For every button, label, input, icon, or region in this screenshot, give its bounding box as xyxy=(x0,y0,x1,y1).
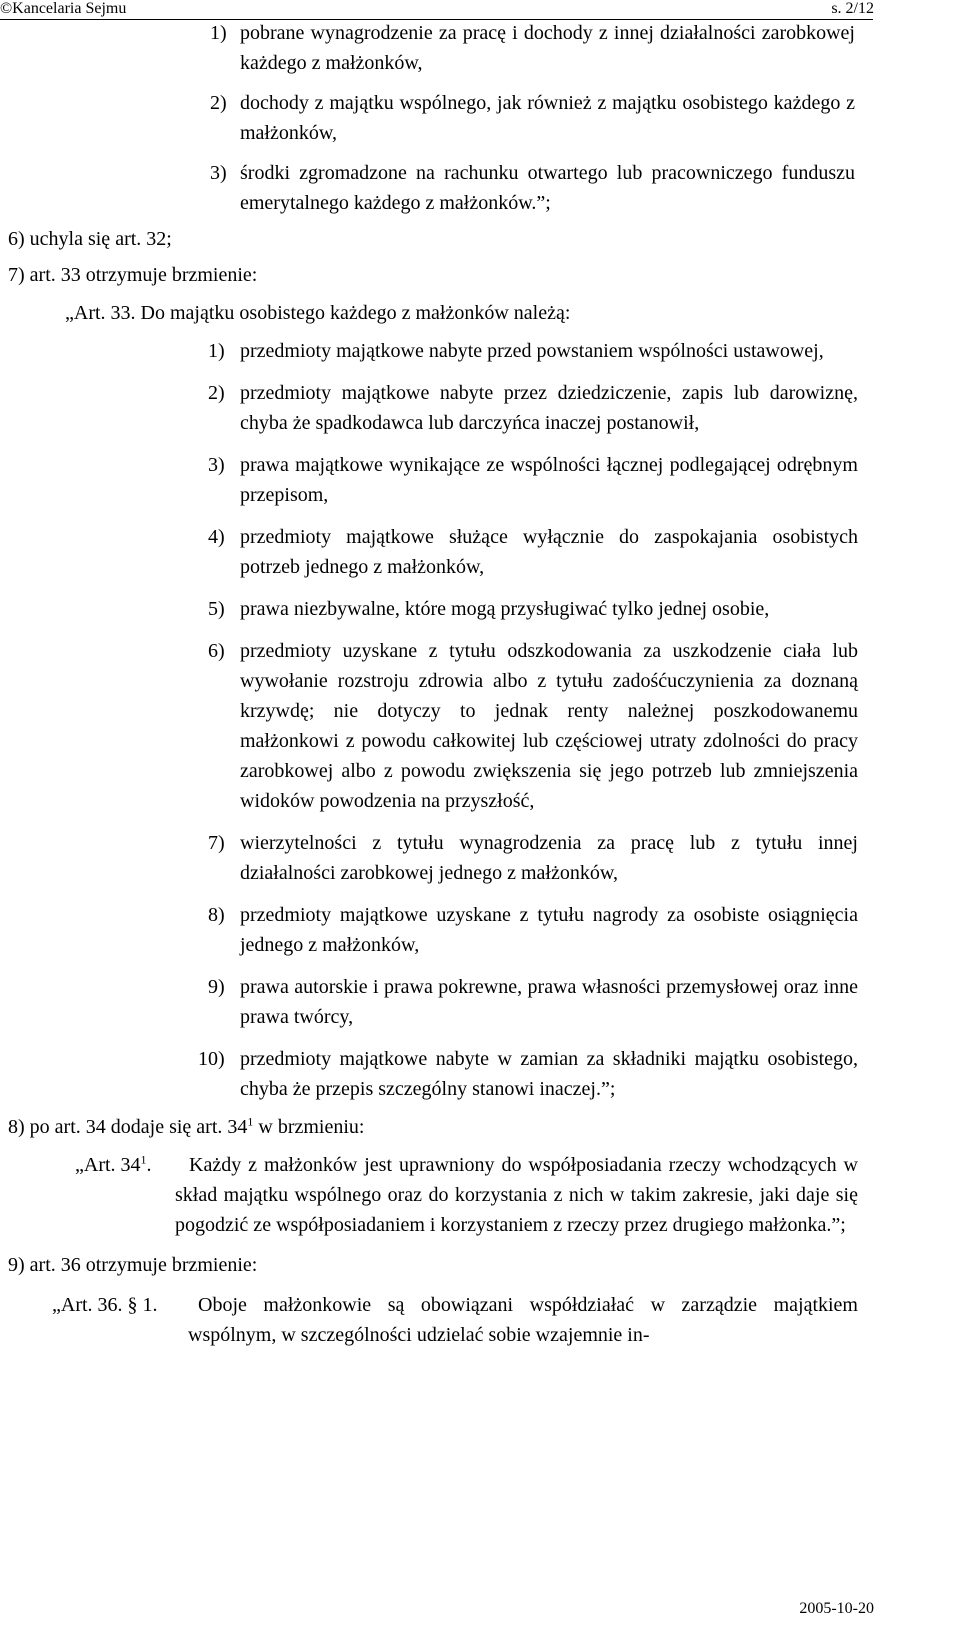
list-text: prawa autorskie i prawa pokrewne, prawa własności przemysłowej oraz inne prawa twórcy, xyxy=(240,976,858,1028)
footer-date: 2005-10-20 xyxy=(799,1600,874,1617)
list-text: przedmioty majątkowe uzyskane z tytułu nagrody za osobiste osiągnięcia jednego z małżonków, xyxy=(240,904,858,956)
header-left: ©Kancelaria Sejmu xyxy=(0,0,127,17)
art33-item xyxy=(208,450,858,510)
list-number: 7) xyxy=(208,832,225,854)
point-8-superscript: 1 xyxy=(247,1114,254,1129)
art36-label: „Art. 36. § 1. xyxy=(52,1294,158,1316)
list-text: przedmioty majątkowe nabyte w zamian za składniki majątku osobistego, chyba że przepis szczególny stanowi inaczej.”; xyxy=(240,1048,858,1100)
list-number: 1) xyxy=(208,340,225,362)
art34-1-label-text: „Art. 34 xyxy=(75,1154,141,1176)
list-text: prawa majątkowe wynikające ze wspólności łącznej podlegającej odrębnym przepisom, xyxy=(240,454,858,506)
document-body xyxy=(0,18,960,1350)
list1-item xyxy=(210,88,855,148)
list-number: 2) xyxy=(208,382,225,404)
list-number: 1) xyxy=(210,22,227,44)
list-text: wierzytelności z tytułu wynagrodzenia za pracę lub z tytułu innej działalności zarobkowej jednego z małżonków, xyxy=(240,832,858,884)
list-text: środki zgromadzone na rachunku otwartego lub pracowniczego funduszu emerytalnego każdego z małżonków.”; xyxy=(240,162,855,214)
list-number: 6) xyxy=(208,640,225,662)
list-number: 3) xyxy=(210,162,227,184)
list-text: dochody z majątku wspólnego, jak również z majątku osobistego każdego z małżonków, xyxy=(240,92,855,144)
list-number: 8) xyxy=(208,904,225,926)
art34-1-label-superscript: 1 xyxy=(140,1152,147,1167)
point-7: 7) art. 33 otrzymuje brzmienie: xyxy=(8,264,258,286)
art33-item xyxy=(208,594,858,624)
art33-item xyxy=(208,336,858,366)
list-text: przedmioty uzyskane z tytułu odszkodowania za uszkodzenie ciała lub wywołanie rozstroju zdrowia albo z tytułu zadośćuczynienia za doznaną krzywdę; nie dotyczy to jednak renty należnej poszkodowanemu małżonkowi z powodu całkowitej lub częściowej utraty zdolności do pracy zarobkowej albo z powodu zwiększenia się jego potrzeb lub zmniejszenia widoków powodzenia na przyszłość, xyxy=(240,640,858,812)
list-text: przedmioty majątkowe służące wyłącznie do zaspokajania osobistych potrzeb jednego z małżonków, xyxy=(240,526,858,578)
art33-item xyxy=(208,972,858,1032)
list-number: 2) xyxy=(210,92,227,114)
art33-item xyxy=(208,828,858,888)
art34-1-label xyxy=(75,1150,152,1180)
list1-item xyxy=(210,158,855,218)
list-number: 9) xyxy=(208,976,225,998)
point-9: 9) art. 36 otrzymuje brzmienie: xyxy=(8,1254,258,1276)
list-number: 3) xyxy=(208,454,225,476)
list-number: 10) xyxy=(198,1048,225,1070)
art34-1 xyxy=(75,1150,858,1240)
art34-1-text: Każdy z małżonków jest uprawniony do współposiadania rzeczy wchodzących w skład majątku wspólnego oraz do korzystania z nich w takim zakresie, jaki daje się pogodzić ze współposiadaniem i korzystaniem z rzeczy przez drugiego małżonka.”; xyxy=(175,1154,858,1236)
list-text: przedmioty majątkowe nabyte przed powstaniem wspólności ustawowej, xyxy=(240,340,824,362)
list-number: 5) xyxy=(208,598,225,620)
header-page-number: s. 2/12 xyxy=(831,0,874,17)
point-8-suffix: w brzmieniu: xyxy=(253,1116,365,1138)
art33-item xyxy=(208,636,858,816)
art36 xyxy=(52,1290,858,1350)
list1-item xyxy=(210,18,855,78)
art33-intro: „Art. 33. Do majątku osobistego każdego z małżonków należą: xyxy=(65,302,571,324)
point-6: 6) uchyla się art. 32; xyxy=(8,228,172,250)
art33-item xyxy=(198,1044,858,1104)
list-text: pobrane wynagrodzenie za pracę i dochody z innej działalności zarobkowej każdego z małżonków, xyxy=(240,22,855,74)
art34-1-label-dot: . xyxy=(146,1154,152,1176)
list-text: przedmioty majątkowe nabyte przez dziedziczenie, zapis lub darowiznę, chyba że spadkodawca lub darczyńca inaczej postanowił, xyxy=(240,382,858,434)
point-8 xyxy=(8,1112,960,1142)
art33-item xyxy=(208,900,858,960)
point-8-text: 8) po art. 34 dodaje się art. 34 xyxy=(8,1116,248,1138)
list-number: 4) xyxy=(208,526,225,548)
art36-text: Oboje małżonkowie są obowiązani współdziałać w zarządzie majątkiem wspólnym, w szczególności udzielać sobie wzajemnie in- xyxy=(188,1294,858,1346)
art33-item xyxy=(208,378,858,438)
art33-item xyxy=(208,522,858,582)
list-text: prawa niezbywalne, które mogą przysługiwać tylko jednej osobie, xyxy=(240,598,770,620)
